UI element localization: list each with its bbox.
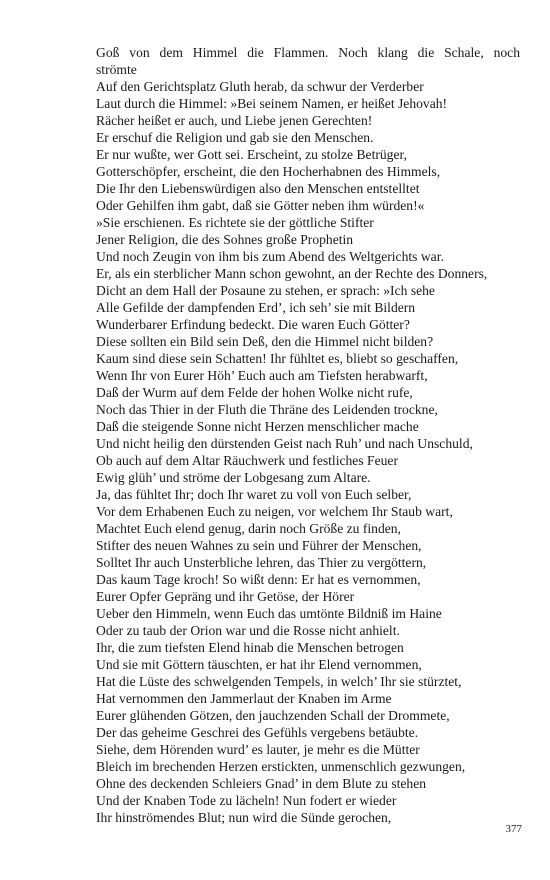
verse-line: Stifter des neuen Wahnes zu sein und Führer der Menschen, <box>96 538 422 553</box>
verse-line: Bleich im brechenden Herzen erstickten, unmenschlich gezwungen, <box>96 759 466 774</box>
verse-line: Kaum sind diese sein Schatten! Ihr fühltet es, bliebt so geschaffen, <box>96 351 459 366</box>
verse-line: strömte <box>96 62 137 77</box>
verse-line: Ja, das fühltet Ihr; doch Ihr waret zu voll von Euch selber, <box>96 487 412 502</box>
verse-line: Diese sollten ein Bild sein Deß, den die Himmel nicht bilden? <box>96 334 434 349</box>
verse-line: Ohne des deckenden Schleiers Gnad’ in dem Blute zu stehen <box>96 776 427 791</box>
verse-line: Oder Gehilfen ihm gabt, daß sie Götter neben ihm würden!« <box>96 198 425 213</box>
verse-line: Eurer glühenden Götzen, den jauchzenden Schall der Drommete, <box>96 708 450 723</box>
verse-line: Gotterschöpfer, erscheint, die den Hocherhabnen des Himmels, <box>96 164 441 179</box>
verse-line: Ihr hinströmendes Blut; nun wird die Sünde gerochen, <box>96 810 392 825</box>
verse-line: Und sie mit Göttern täuschten, er hat ihr Elend vernommen, <box>96 657 422 672</box>
verse-line: Solltet Ihr auch Unsterbliche lehren, das Thier zu vergöttern, <box>96 555 427 570</box>
verse-line: Alle Gefilde der dampfenden Erd’, ich seh’ sie mit Bildern <box>96 300 416 315</box>
verse-line: Der das geheime Geschrei des Gefühls vergebens betäubte. <box>96 725 419 740</box>
verse-line: Dicht an dem Hall der Posaune zu stehen, er sprach: »Ich sehe <box>96 283 435 298</box>
verse-line: Er, als ein sterblicher Mann schon gewohnt, an der Rechte des Donners, <box>96 266 488 281</box>
verse-line: Vor dem Erhabenen Euch zu neigen, vor welchem Ihr Staub wart, <box>96 504 453 519</box>
verse-line: Wunderbarer Erfindung bedeckt. Die waren Euch Götter? <box>96 317 410 332</box>
verse-line: Ob auch auf dem Altar Räuchwerk und festliches Feuer <box>96 453 398 468</box>
verse-line: Ewig glüh’ und ströme der Lobgesang zum Altare. <box>96 470 371 485</box>
verse-line: Wenn Ihr von Eurer Höh’ Euch auch am Tiefsten herabwarft, <box>96 368 428 383</box>
verse-line: Rächer heißet er auch, und Liebe jenen Gerechten! <box>96 113 373 128</box>
page-number: 377 <box>505 823 522 835</box>
verse-line: Und der Knaben Tode zu lächeln! Nun fodert er wieder <box>96 793 397 808</box>
verse-line: Und noch Zeugin von ihm bis zum Abend des Weltgerichts war. <box>96 249 444 264</box>
verse-line: Laut durch die Himmel: »Bei seinem Namen, er heißet Jehovah! <box>96 96 448 111</box>
verse-line: Das kaum Tage kroch! So wißt denn: Er hat es vernommen, <box>96 572 421 587</box>
verse-line: Er nur wußte, wer Gott sei. Erscheint, zu stolze Betrüger, <box>96 147 407 162</box>
verse-line: Ihr, die zum tiefsten Elend hinab die Menschen betrogen <box>96 640 404 655</box>
verse-line: Goß von dem Himmel die Flammen. Noch klang die Schale, noch <box>96 45 520 60</box>
verse-text <box>96 44 520 826</box>
verse-line: Machtet Euch elend genug, darin noch Größe zu finden, <box>96 521 401 536</box>
verse-line: Jener Religion, die des Sohnes große Prophetin <box>96 232 354 247</box>
verse-line: Und nicht heilig den dürstenden Geist nach Ruh’ und nach Unschuld, <box>96 436 473 451</box>
verse-line: Ueber den Himmeln, wenn Euch das umtönte Bildniß im Haine <box>96 606 442 621</box>
verse-line: Noch das Thier in der Fluth die Thräne des Leidenden trockne, <box>96 402 438 417</box>
verse-line: Siehe, dem Hörenden wurd’ es lauter, je mehr es die Mütter <box>96 742 420 757</box>
verse-line: Auf den Gerichtsplatz Gluth herab, da schwur der Verderber <box>96 79 424 94</box>
verse-line: Er erschuf die Religion und gab sie den Menschen. <box>96 130 374 145</box>
verse-line: Oder zu taub der Orion war und die Rosse nicht anhielt. <box>96 623 400 638</box>
verse-line: Hat die Lüste des schwelgenden Tempels, in welch’ Ihr sie stürztet, <box>96 674 462 689</box>
verse-line: Eurer Opfer Gepräng und ihr Getöse, der Hörer <box>96 589 355 604</box>
verse-line: Hat vernommen den Jammerlaut der Knaben im Arme <box>96 691 392 706</box>
verse-line: »Sie erschienen. Es richtete sie der göttliche Stifter <box>96 215 374 230</box>
verse-line: Daß die steigende Sonne nicht Herzen menschlicher mache <box>96 419 419 434</box>
verse-line: Daß der Wurm auf dem Felde der hohen Wolke nicht rufe, <box>96 385 413 400</box>
verse-line: Die Ihr den Liebenswürdigen also den Menschen entstelltet <box>96 181 420 196</box>
